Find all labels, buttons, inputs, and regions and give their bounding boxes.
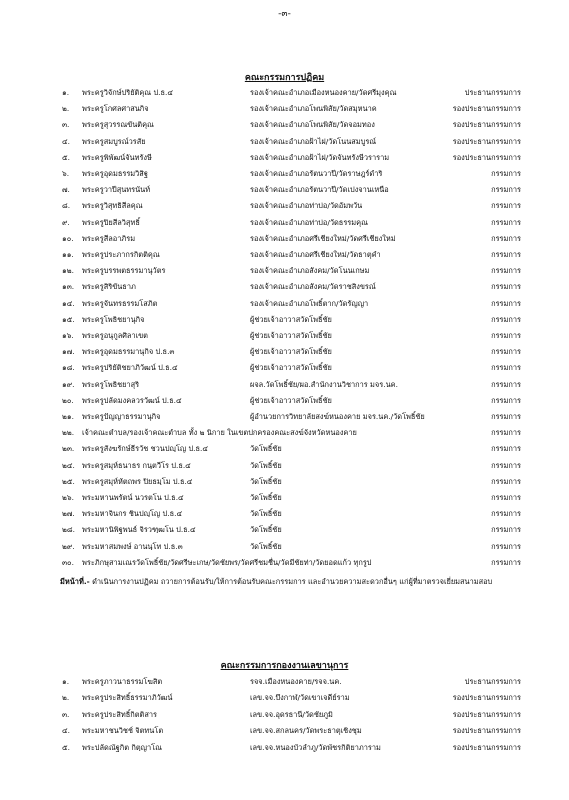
member-row [0,507,569,521]
member-row [0,459,569,473]
member-role: กรรมการ [491,493,521,502]
member-name: พระครูอุดมธรรมานุกิจ ป.ธ.๓ [82,347,175,357]
member-role: กรรมการ [491,314,521,324]
member-number: ๒๑. [62,412,74,421]
member-name: พระครูบรรพตธรรมานุวัตร [82,266,166,276]
member-position: ผู้ช่วยเจ้าอาวาสวัดโพธิ์ชัย [250,363,332,373]
member-row [0,540,569,554]
member-name: พระครูสีลอาภิรม [82,233,136,243]
member-position: ผู้อำนวยการวิทยาลัยสงฆ์หนองคาย มจร.นค./วัดโพธิ์ชัย [250,412,425,421]
member-position: รองเจ้าคณะอำเภอฝ้าไฝ/วัดจันทรังษีวราราม [250,152,390,162]
member-row [0,232,569,246]
member-role: รองประธานกรรมการ [452,136,521,146]
member-role: ประธานกรรมการ [464,88,521,97]
member-name: พระมหานิพิฐพนธ์ จิรวฑฺฒโน ป.ธ.๔ [82,525,196,535]
member-row [0,724,569,738]
member-position: วัดโพธิ์ชัย [250,541,282,551]
member-row [0,442,569,456]
member-name: พระครูวิสุทธิสีลคุณ [82,201,143,211]
member-name: พระครูวาปีสุนทรนันท์ [82,185,151,195]
member-position: วัดโพธิ์ชัย [250,525,282,535]
member-role: กรรมการ [491,282,521,292]
member-number: ๑๔. [62,298,75,308]
member-position: ผู้ช่วยเจ้าอาวาสวัดโพธิ์ชัย [250,347,332,357]
member-row [0,264,569,278]
member-name: พระมหานพรัตน์ นวรตโน ป.ธ.๔ [82,493,184,502]
member-name: พระครูปลัดมงคลวรวัฒน์ ป.ธ.๔ [82,395,182,405]
member-name: พระครูอนุกูลศิลาเขต [82,331,148,340]
member-name: พระครูพิพัฒน์จันทรังษี [82,152,152,162]
member-number: ๒๘. [62,525,75,535]
member-row [0,151,569,165]
member-role: กรรมการ [491,541,521,551]
member-number: ๑๗. [62,347,75,357]
member-row [0,475,569,489]
member-number: ๑๖. [62,331,74,340]
member-position: รองเจ้าคณะอำเภอโพธิ์ตาก/วัดรัญญา [250,298,369,308]
member-number: ๕. [62,152,70,162]
member-row [0,183,569,197]
member-number: ๑. [62,677,70,686]
member-role: กรรมการ [491,460,521,470]
member-role: กรรมการ [491,201,521,211]
member-position: วัดโพธิ์ชัย [250,509,282,519]
member-number: ๔. [62,136,70,146]
member-role: กรรมการ [491,557,521,567]
member-position: วัดโพธิ์ชัย [250,476,282,486]
member-role: กรรมการ [491,444,521,454]
member-position: เลข.จจ.บึงกาฬ/วัดเขาเจดีย์ราม [250,693,350,703]
committee1-duty [60,575,540,588]
member-number: ๒๖. [62,493,74,502]
member-role: กรรมการ [491,379,521,389]
member-row [0,199,569,213]
member-role: กรรมการ [491,525,521,535]
committee2-title: คณะกรรมการกองงานเลขานุการ [220,661,349,671]
member-row [0,248,569,262]
member-role: กรรมการ [491,217,521,227]
member-name: พระครูอุดมธรรมวิสิฐ [82,169,148,178]
member-position: วัดโพธิ์ชัย [250,493,282,502]
member-position: รจจ.เมืองหนองคาย/รจจ.นค. [250,677,342,686]
member-row [0,329,569,343]
member-role: กรรมการ [491,233,521,243]
member-row [0,708,569,722]
member-position: เลข.จจ.อุดรธานี/วัดชัยภูมิ [250,709,333,719]
member-position: รองเจ้าคณะอำเภอท่าบ่อ/วัดธรรมคุณ [250,217,368,227]
member-role: กรรมการ [491,509,521,519]
member-number: ๒๔. [62,460,75,470]
member-position: รองเจ้าคณะอำเภอรัตนวาปี/วัดเปงจานเหนือ [250,185,389,195]
member-name: พระมหาชนวิชช์ จิตทนโต [82,726,164,736]
page-number: -๓- [278,9,291,19]
member-role: กรรมการ [491,476,521,486]
member-row [0,675,569,689]
member-row [0,167,569,181]
member-position: รองเจ้าคณะอำเภอฝ้าไฝ/วัดโนนสมบูรณ์ [250,136,377,146]
member-row [0,741,569,755]
member-name: พระครูสิริขันธาภ [82,282,136,292]
member-number: ๘. [62,201,71,211]
member-name: พระครูสังฆรักษ์ธีรวัช ชวนปญฺโญ ป.ธ.๔ [82,444,208,454]
member-row [0,118,569,132]
member-role: กรรมการ [491,250,521,259]
member-name: พระครูโพธิชยาสุริ [82,379,140,389]
member-name: พระครูวิจักษ์ปริยัติคุณ ป.ธ.๔ [82,88,173,97]
member-number: ๑๘. [62,363,75,373]
member-position: รองเจ้าคณะอำเภอโพนพิสัย/วัดจอมทอง [250,120,375,130]
member-number: ๒๗. [62,509,75,519]
member-number: ๒๒. [62,428,75,438]
member-row [0,491,569,505]
member-position: รองเจ้าคณะอำเภอรัตนวาปี/วัดราษฎร์ดำริ [250,169,383,178]
member-row [0,216,569,230]
member-number: ๑๓. [62,282,75,292]
member-name: พระครูสุวรรณขันติคุณ [82,120,154,130]
member-role: รองประธานกรรมการ [452,152,521,162]
member-role: กรรมการ [491,412,521,421]
member-name: พระมหาจินกร ชินปญฺโญ ป.ธ.๔ [82,509,183,519]
member-number: ๑๒. [62,266,74,276]
member-row [0,280,569,294]
member-role: กรรมการ [491,266,521,276]
member-name: พระครูประภากรกิตติคุณ [82,250,160,259]
member-name: พระครูโพธิชยานุกิจ [82,314,145,324]
member-row [0,691,569,705]
member-name: พระครูภาวนาธรรมโฆสิต [82,677,163,686]
duty-label: มีหน้าที่.- [60,577,90,586]
member-role: ประธานกรรมการ [464,677,521,686]
member-number: ๓๐. [62,557,74,567]
member-name: พระภิกษุสามเณรวัดโพธิ์ชัย/วัดศรีษะเกษ/วัดชัยพร/วัดศรีชมชื่น/วัดมีชัยท่า/วัดยอดแก้ว ทุกรูป [82,557,372,567]
member-number: ๑๐. [62,233,74,243]
member-role: รองประธานกรรมการ [452,709,521,719]
member-position: รองเจ้าคณะอำเภอสังคม/วัดราชสิงขรณ์ [250,282,376,292]
member-name: พระครูประสิทธิ์ธรรมาภิวัฒน์ [82,693,173,703]
committee1-title: คณะกรรมการปฏิคม [244,73,325,83]
member-row [0,426,569,440]
member-name: พระครูสมบูรณ์วรสัย [82,136,146,146]
member-name: เจ้าคณะตำบล/รองเจ้าคณะตำบล ทั้ง ๒ นิกาย ในเขตปกครองคณะสงฆ์จังหวัดหนองคาย [82,428,357,438]
member-number: ๙. [62,217,70,227]
duty-text: ดำเนินการงานปฏิคม ถวายการต้อนรับ/ให้การต้อนรับคณะกรรมการ และอำนวยความสะดวกอื่นๆ แก่ผู้ที่มาตรวจเยี่ยมสนามสอบ [92,577,493,586]
member-row [0,86,569,100]
member-name: พระครูโกศลศาสนกิจ [82,104,149,114]
member-position: รองเจ้าคณะอำเภอท่าบ่อ/วัดอัมพวัน [250,201,363,211]
member-row [0,297,569,311]
member-position: ผู้ช่วยเจ้าอาวาสวัดโพธิ์ชัย [250,331,332,340]
member-number: ๑๙. [62,379,75,389]
member-number: ๗. [62,185,70,195]
member-row [0,523,569,537]
member-role: รองประธานกรรมการ [452,726,521,736]
member-position: รองเจ้าคณะอำเภอเมืองหนองคาย/วัดศรีมุงคุณ [250,88,397,97]
member-number: ๑. [62,88,70,97]
member-row [0,102,569,116]
member-role: รองประธานกรรมการ [452,742,521,752]
member-number: ๑๕. [62,314,75,324]
member-row [0,410,569,424]
member-role: กรรมการ [491,331,521,340]
member-position: รองเจ้าคณะอำเภอศรีเชียงใหม่/วัดศรีเชียงใหม่ [250,233,396,243]
member-number: ๒. [62,693,70,703]
member-row [0,378,569,392]
member-number: ๓. [62,120,70,130]
member-role: รองประธานกรรมการ [452,104,521,114]
member-name: พระครูปริยัติชยาภิวัฒน์ ป.ธ.๔ [82,363,178,373]
member-role: กรรมการ [491,347,521,357]
member-position: รองเจ้าคณะอำเภอโพนพิสัย/วัดสมุหนาค [250,104,377,114]
member-role: รองประธานกรรมการ [452,693,521,703]
member-role: กรรมการ [491,395,521,405]
member-role: กรรมการ [491,363,521,373]
member-name: พระครูปัญญาธรรมานุกิจ [82,412,161,421]
member-number: ๒๐. [62,395,74,405]
member-row [0,313,569,327]
member-position: วัดโพธิ์ชัย [250,460,282,470]
member-row [0,345,569,359]
member-position: เลข.จจ.หนองบัวลำภู/วัดพัชรกิติยาภาราม [250,742,381,752]
member-name: พระครูปิยสีลวิสุทธิ์ [82,217,140,227]
member-row [0,394,569,408]
member-number: ๖. [62,169,70,178]
member-number: ๑๑. [62,250,74,259]
member-number: ๒๙. [62,541,75,551]
member-position: รองเจ้าคณะอำเภอสังคม/วัดโนนเกษม [250,266,370,276]
member-role: กรรมการ [491,298,521,308]
member-position: ผู้ช่วยเจ้าอาวาสวัดโพธิ์ชัย [250,395,332,405]
member-position: ผจล.วัดโพธิ์ชัย/ผอ.สำนักงานวิชาการ มจร.นค. [250,379,398,389]
member-role: รองประธานกรรมการ [452,120,521,130]
member-name: พระครูสมุห์หัตถพร ปิยธมฺโม ป.ธ.๔ [82,476,193,486]
member-name: พระปลัดณัฐกิต กิตฺญาโณ [82,742,162,752]
member-number: ๒๕. [62,476,75,486]
member-name: พระครูประสิทธิ์กิตติสาร [82,709,157,719]
member-row [0,135,569,149]
member-number: ๕. [62,742,70,752]
member-role: กรรมการ [491,428,521,438]
member-position: วัดโพธิ์ชัย [250,444,282,454]
member-number: ๓. [62,709,70,719]
member-position: ผู้ช่วยเจ้าอาวาสวัดโพธิ์ชัย [250,314,332,324]
member-number: ๒๓. [62,444,75,454]
member-position: เลข.จจ.สกลนคร/วัดพระธาตุเชิงชุม [250,726,362,736]
member-number: ๒. [62,104,70,114]
member-role: กรรมการ [491,169,521,178]
member-position: รองเจ้าคณะอำเภอศรีเชียงใหม่/วัดธาตุคำ [250,250,381,259]
member-name: พระครูสมุห์ธนาธร กนฺตวีโร ป.ธ.๔ [82,460,191,470]
member-number: ๔. [62,726,70,736]
member-name: พระครูจันทรธรรมโสภิต [82,298,158,308]
member-row [0,556,569,570]
member-row [0,361,569,375]
member-role: กรรมการ [491,185,521,195]
member-name: พระมหาสมพงษ์ อานนฺโท ป.ธ.๓ [82,541,183,551]
